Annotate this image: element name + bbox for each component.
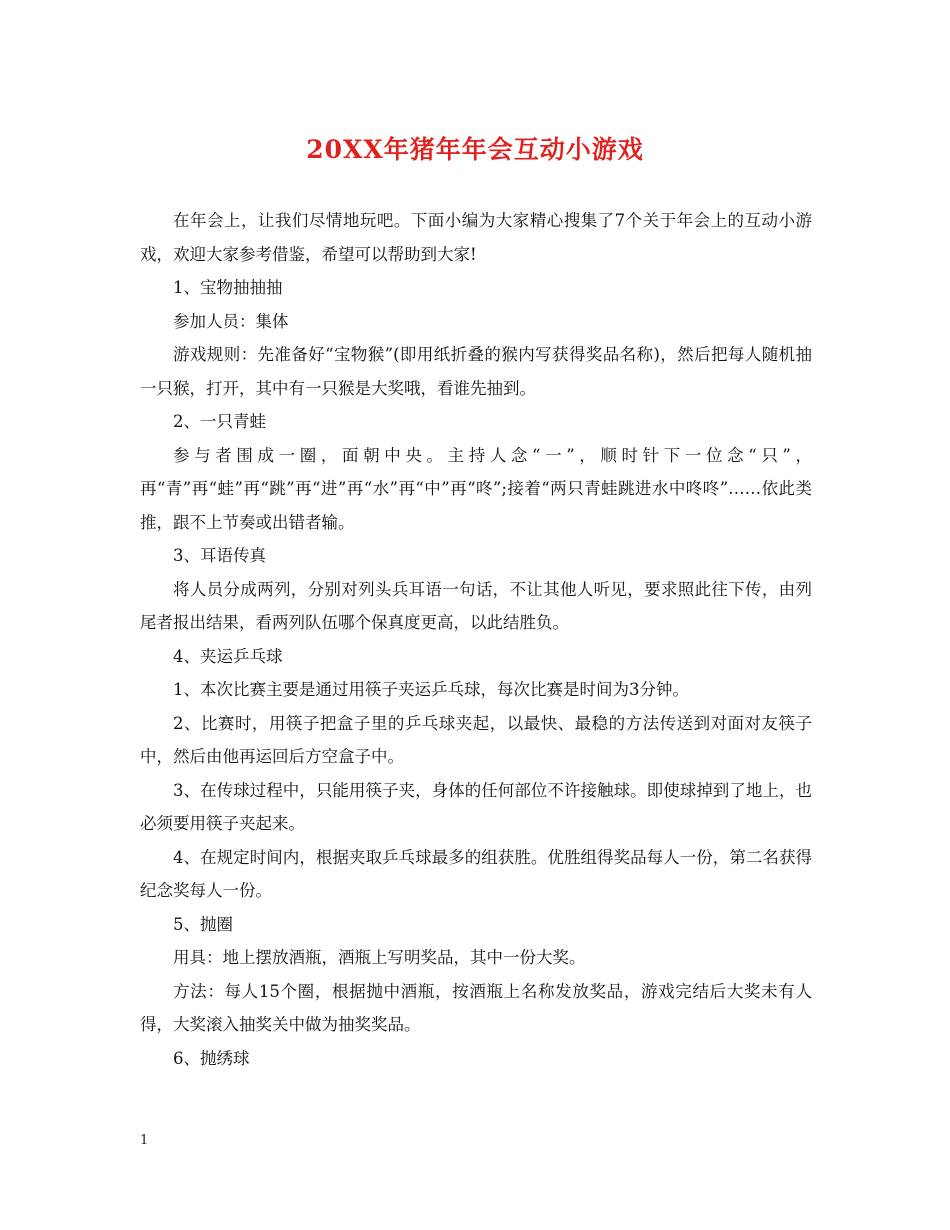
intro-paragraph: 在年会上，让我们尽情地玩吧。下面小编为大家精心搜集了7个关于年会上的互动小游戏，欢迎大家参考借鉴，希望可以帮助到大家! <box>140 211 812 264</box>
paragraph: 2、比赛时，用筷子把盒子里的乒乓球夹起，以最快、最稳的方法传送到对面对友筷子中，然后由他再运回后方空盒子中。 <box>140 713 812 766</box>
page-number: 1 <box>140 1133 149 1148</box>
section-heading-3: 3、耳语传真 <box>173 546 266 565</box>
section-heading-4: 4、夹运乒乓球 <box>173 646 283 666</box>
section-heading-6: 6、抛绣球 <box>173 1048 250 1068</box>
section-heading-5: 5、抛圈 <box>173 914 233 934</box>
paragraph: 3、在传球过程中，只能用筷子夹，身体的任何部位不许接触球。即使球掉到了地上，也必须要用筷子夹起来。 <box>140 780 812 833</box>
paragraph: 参与者围成一圈，面朝中央。主持人念“一”，顺时针下一位念“只”，再“青”再“蛙”再“跳”再“进”再“水”再“中”再“咚”;接着“两只青蛙跳进水中咚咚”……依此类推，跟不上节奏或出错者输。 <box>140 445 812 532</box>
document-title: 20XX年猪年年会互动小游戏 <box>306 135 644 164</box>
paragraph: 用具：地上摆放酒瓶，酒瓶上写明奖品，其中一份大奖。 <box>173 948 586 967</box>
paragraph: 游戏规则：先准备好“宝物猴”(即用纸折叠的猴内写获得奖品名称)，然后把每人随机抽一只猴，打开，其中有一只猴是大奖哦，看谁先抽到。 <box>140 345 812 398</box>
section-heading-1: 1、宝物抽抽抽 <box>173 278 283 297</box>
section-heading-2: 2、一只青蛙 <box>173 412 266 431</box>
paragraph: 将人员分成两列，分别对列头兵耳语一句话，不让其他人听见，要求照此往下传，由列尾者报出结果，看两列队伍哪个保真度更高，以此结胜负。 <box>140 579 812 632</box>
paragraph: 方法：每人15个圈，根据抛中酒瓶，按酒瓶上名称发放奖品，游戏完结后大奖未有人得，大奖滚入抽奖关中做为抽奖奖品。 <box>140 981 812 1034</box>
paragraph: 1、本次比赛主要是通过用筷子夹运乒乓球，每次比赛是时间为3分钟。 <box>173 680 689 699</box>
paragraph: 参加人员：集体 <box>173 311 289 331</box>
paragraph: 4、在规定时间内，根据夹取乒乓球最多的组获胜。优胜组得奖品每人一份，第二名获得纪念奖每人一份。 <box>140 847 812 900</box>
document-body <box>140 204 812 1075</box>
